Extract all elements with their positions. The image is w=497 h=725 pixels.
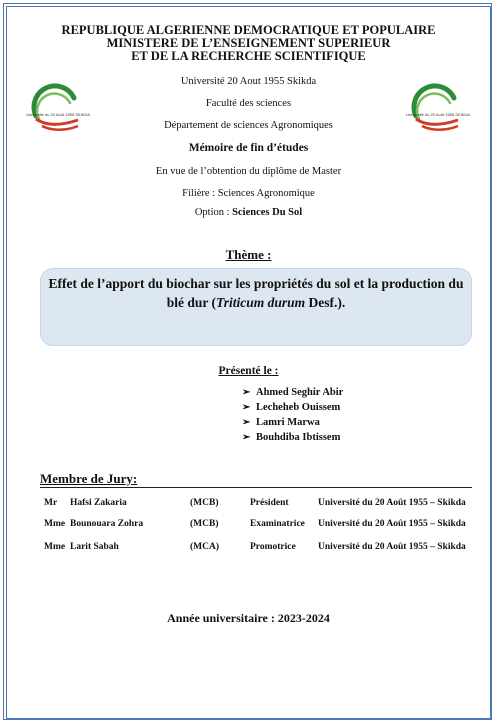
jury-name: Bounouara Zohra	[70, 519, 144, 529]
student-name: Ahmed Seghir Abir	[256, 387, 344, 398]
jury-role: Examinatrice	[250, 519, 305, 529]
list-item	[242, 417, 320, 428]
theme-text-italic: Triticum durum	[215, 295, 306, 310]
option-line	[0, 207, 497, 218]
jury-university: Université du 20 Août 1955 – Skikda	[318, 498, 466, 508]
jury-grade: (MCA)	[190, 542, 220, 552]
theme-heading: Thème :	[225, 247, 272, 262]
arrow-icon: ➢	[242, 417, 251, 428]
jury-title: Mme	[44, 542, 66, 552]
university-logo-left	[26, 86, 90, 142]
arrow-icon: ➢	[242, 402, 251, 413]
memoire-subtitle: En vue de l’obtention du diplôme de Master	[155, 166, 342, 177]
jury-grade: (MCB)	[190, 519, 219, 529]
jury-divider	[40, 487, 472, 488]
jury-name: Larit Sabah	[70, 542, 119, 552]
jury-university: Université du 20 Août 1955 – Skikda	[318, 542, 466, 552]
theme-text-after: Desf.).	[305, 295, 346, 310]
jury-university: Université du 20 Août 1955 – Skikda	[318, 519, 466, 529]
student-name: Lecheheb Ouissem	[256, 402, 341, 413]
jury-role: Président	[250, 498, 289, 508]
table-row	[0, 542, 497, 556]
jury-grade: (MCB)	[190, 498, 219, 508]
header-republic: REPUBLIQUE ALGERIENNE DEMOCRATIQUE ET POPULAIRE	[61, 23, 436, 37]
theme-text-before: Effet de l’apport du biochar sur les propriétés du sol et la production du blé dur (	[48, 276, 464, 310]
logo-text: Université du 20 Août 1955 SKIKDA	[406, 112, 470, 117]
list-item	[242, 432, 340, 443]
list-item	[242, 387, 343, 398]
department-name: Département de sciences Agronomiques	[164, 120, 333, 131]
option-label: Option :	[194, 207, 233, 218]
theme-text	[40, 274, 472, 312]
list-item	[242, 402, 340, 413]
faculty-name: Faculté des sciences	[205, 98, 292, 109]
table-row	[0, 498, 497, 512]
presented-heading: Présenté le :	[218, 365, 279, 377]
student-name: Bouhdiba Ibtissem	[256, 432, 341, 443]
student-name: Lamri Marwa	[256, 417, 320, 428]
jury-role: Promotrice	[250, 542, 296, 552]
university-logo-right	[406, 86, 470, 142]
jury-name: Hafsi Zakaria	[70, 498, 127, 508]
filiere: Filière : Sciences Agronomique	[182, 188, 315, 199]
university-name: Université 20 Aout 1955 Skikda	[180, 76, 317, 87]
jury-heading: Membre de Jury:	[40, 471, 138, 486]
memoire-title: Mémoire de fin d’études	[188, 142, 309, 154]
jury-title: Mme	[44, 519, 66, 529]
arrow-icon: ➢	[242, 432, 251, 443]
header-research: ET DE LA RECHERCHE SCIENTIFIQUE	[131, 49, 366, 63]
option-value: Sciences Du Sol	[232, 207, 303, 218]
academic-year: Année universitaire : 2023-2024	[167, 611, 330, 625]
header-ministry: MINISTERE DE L’ENSEIGNEMENT SUPERIEUR	[106, 36, 391, 50]
logo-text: Université du 20 Août 1955 SKIKDA	[26, 112, 90, 117]
arrow-icon: ➢	[242, 387, 251, 398]
table-row	[0, 519, 497, 533]
jury-title: Mr	[44, 498, 58, 508]
